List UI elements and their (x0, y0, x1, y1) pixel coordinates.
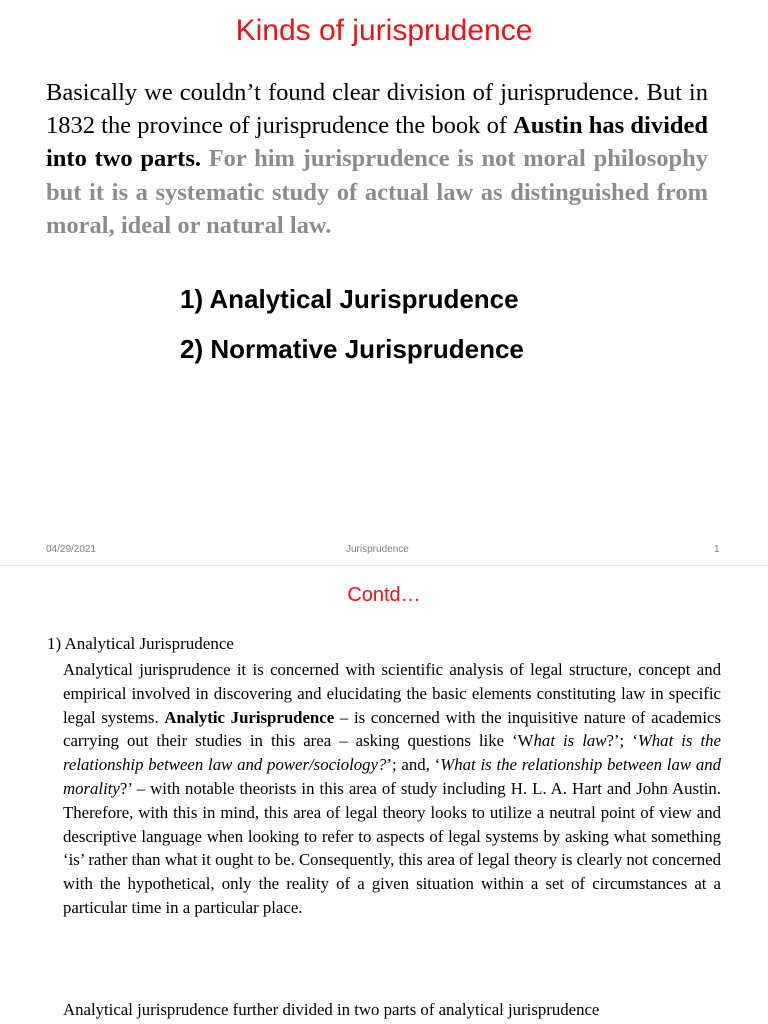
para-bold-term: Analytic Jurisprudence (164, 707, 335, 727)
intro-text: Basically we couldn’t found clear division of jurisprudence. But in 1832 the province of jurisprudence the book of (46, 79, 708, 140)
closing-line: Analytical jurisprudence further divided in two parts of analytical jurisprudence (63, 1000, 600, 1019)
slide-2 (0, 566, 768, 1024)
para-text-2: – is concerned with the inquisitive nature of academics carrying out their studies in this area – asking questions like ‘W (63, 707, 722, 751)
body-paragraph (63, 658, 721, 920)
slide-1-title: Kinds of jurisprudence (235, 14, 533, 47)
para-italic-3: What is the relationship between law and morality (63, 755, 722, 798)
para-italic-2: What is the relationship between law and power/sociology? (63, 731, 721, 775)
list-item-normative: 2) Normative Jurisprudence (180, 334, 524, 364)
para-italic-1: hat is law (533, 731, 607, 751)
intro-bold-text: Austin has divided into two parts. (46, 112, 708, 173)
para-text-3: ?’; ‘ (606, 731, 638, 751)
intro-grey-text: For him jurisprudence is not moral philosophy but it is a systematic study of actual law as distinguished from moral, ideal or natural law. (46, 145, 708, 239)
list-item-analytical: 1) Analytical Jurisprudence (180, 284, 519, 314)
footer-date: 04/29/2021 (46, 544, 97, 555)
subheading: 1) Analytical Jurisprudence (47, 634, 234, 653)
para-text-1: Analytical jurisprudence it is concerned with scientific analysis of legal structure, concept and empirical involved in discovering and elucidating the basic elements constituting law in specific legal systems. (63, 660, 721, 727)
intro-paragraph (46, 76, 708, 242)
footer-page-number: 1 (714, 544, 720, 555)
para-text-4: ’; and, ‘ (386, 755, 441, 775)
para-text-5: ?’ – with notable theorists in this area of study including H. L. A. Hart and John Austin. Therefore, with this in mind, this area of legal theory looks to utilize a neutral point of view and descriptive language when looking to refer to aspects of legal systems by asking what something ‘is’ rather than what it ought to be. Consequently, this area of legal theory is clearly not concerned with the hypothetical, only the reality of a given situation within a set of circumstances at a particular time in a particular place. (63, 778, 721, 917)
footer-title: Jurisprudence (346, 544, 409, 555)
slide-2-title: Contd… (347, 584, 421, 606)
